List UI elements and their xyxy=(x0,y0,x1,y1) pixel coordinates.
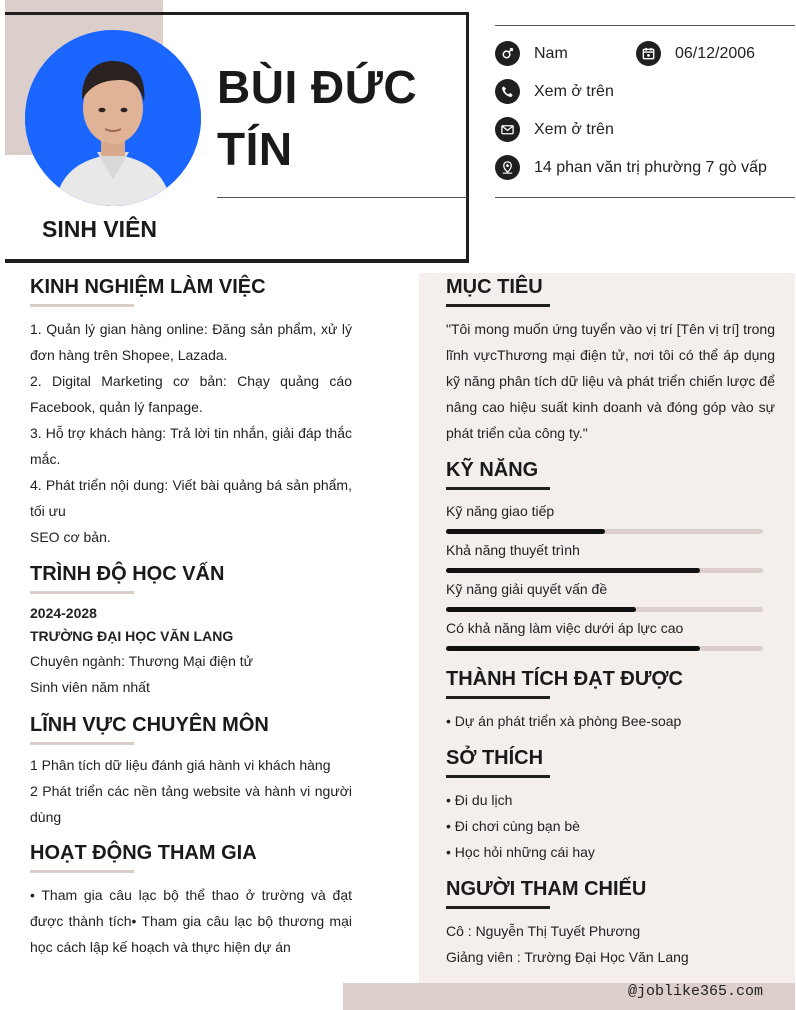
expertise-title: LĨNH VỰC CHUYÊN MÔN xyxy=(30,714,269,736)
education-title: TRÌNH ĐỘ HỌC VẤN xyxy=(30,563,225,585)
activities-underline xyxy=(30,870,134,873)
activities-title: HOẠT ĐỘNG THAM GIA xyxy=(30,842,257,864)
objective-title: MỤC TIÊU xyxy=(446,276,543,298)
candidate-name-line1: BÙI ĐỨC xyxy=(217,61,418,113)
hobby-item: • Đi chơi cùng bạn bè xyxy=(446,818,580,834)
skill-bar-track xyxy=(446,607,763,612)
education-underline xyxy=(30,591,134,594)
name-divider xyxy=(217,197,467,198)
achievement-item: • Dự án phát triển xà phòng Bee-soap xyxy=(446,713,682,729)
candidate-role: SINH VIÊN xyxy=(42,216,158,242)
references-title: NGƯỜI THAM CHIẾU xyxy=(446,878,647,900)
mail-icon xyxy=(495,117,520,142)
reference-item: Cô : Nguyễn Thị Tuyết Phương xyxy=(446,923,641,939)
skills-title: KỸ NĂNG xyxy=(446,459,539,481)
education-details xyxy=(30,602,352,700)
avatar xyxy=(25,30,201,206)
contact-divider-top xyxy=(495,25,795,26)
achievements-title: THÀNH TÍCH ĐẠT ĐƯỢC xyxy=(446,668,683,690)
skill-label: Kỹ năng giải quyết vấn đề xyxy=(446,581,608,597)
skill-label: Khả năng thuyết trình xyxy=(446,542,580,558)
skill-bar-fill xyxy=(446,607,636,612)
candidate-name-line2: TÍN xyxy=(217,123,293,175)
hobbies-list xyxy=(446,787,775,865)
skills-underline xyxy=(446,487,550,490)
objective-text: "Tôi mong muốn ứng tuyển vào vị trí [Tên vị trí] trong lĩnh vựcThương mại điện tử, nơi tôi có thể áp dụng kỹ năng phân tích dữ liệu và phát triển chiến lược để nâng cao hiệu suất kinh doanh và đóng góp vào sự phát triển của công ty." xyxy=(446,321,775,441)
references-list xyxy=(446,918,775,970)
contact-birthdate xyxy=(636,41,755,66)
expertise-underline xyxy=(30,742,134,745)
skill-item xyxy=(446,581,763,612)
education-school: TRƯỜNG ĐẠI HỌC VĂN LANG xyxy=(30,628,234,644)
birthdate-value: 06/12/2006 xyxy=(675,44,756,62)
education-years: 2024-2028 xyxy=(30,605,97,621)
skill-label: Có khả năng làm việc dưới áp lực cao xyxy=(446,620,684,636)
phone-icon xyxy=(495,79,520,104)
address-value: 14 phan văn trị phường 7 gò vấp xyxy=(534,158,767,176)
skill-bar-fill xyxy=(446,568,700,573)
experience-item: 1. Quản lý gian hàng online: Đăng sản phẩm, xử lý đơn hàng trên Shopee, Lazada. xyxy=(30,321,352,363)
education-level: Sinh viên năm nhất xyxy=(30,679,150,695)
education-major: Chuyên ngành: Thương Mại điện tử xyxy=(30,653,254,669)
expertise-list xyxy=(30,752,352,830)
avatar-photo xyxy=(25,30,201,206)
skill-bar-track xyxy=(446,529,763,534)
contact-phone xyxy=(495,79,614,104)
phone-value: Xem ở trên xyxy=(534,82,614,100)
skill-bar-track xyxy=(446,568,763,573)
contact-address xyxy=(495,155,767,180)
calendar-icon xyxy=(636,41,661,66)
gender-value: Nam xyxy=(534,44,568,62)
experience-item: 2. Digital Marketing cơ bản: Chạy quảng cáo Facebook, quản lý fanpage. xyxy=(30,373,352,415)
achievements-underline xyxy=(446,696,550,699)
contact-divider-bottom xyxy=(495,197,795,198)
hobbies-title: SỞ THÍCH xyxy=(446,747,544,769)
experience-item: SEO cơ bản. xyxy=(30,529,111,545)
experience-list xyxy=(30,316,352,550)
skill-bar-fill xyxy=(446,646,700,651)
skill-item xyxy=(446,503,763,534)
candidate-name xyxy=(217,56,457,180)
hobbies-underline xyxy=(446,775,550,778)
expertise-item: 2 Phát triển các nền tảng website và hành vi người dùng xyxy=(30,783,352,825)
hobby-item: • Học hỏi những cái hay xyxy=(446,844,595,860)
contact-gender xyxy=(495,41,568,66)
experience-title: KINH NGHIỆM LÀM VIỆC xyxy=(30,276,266,298)
skill-bar-track xyxy=(446,646,763,651)
reference-item: Giảng viên : Trường Đại Học Văn Lang xyxy=(446,949,689,965)
achievements-list xyxy=(446,708,775,734)
experience-underline xyxy=(30,304,134,307)
header-frame-bottom xyxy=(5,259,469,262)
experience-item: 3. Hỗ trợ khách hàng: Trả lời tin nhắn, giải đáp thắc mắc. xyxy=(30,425,352,467)
location-pin-icon xyxy=(495,155,520,180)
footer-watermark: @joblike365.com xyxy=(627,983,763,1000)
email-value: Xem ở trên xyxy=(534,120,614,138)
skill-item xyxy=(446,542,763,573)
activities-text: • Tham gia câu lạc bộ thể thao ở trường và đạt được thành tích• Tham gia câu lạc bộ thương mại học cách lập kế hoạch và thực hiện dự án xyxy=(30,887,352,955)
objective-underline xyxy=(446,304,550,307)
contact-email xyxy=(495,117,614,142)
experience-item: 4. Phát triển nội dung: Viết bài quảng bá sản phẩm, tối ưu xyxy=(30,477,352,519)
gender-icon xyxy=(495,41,520,66)
skill-item xyxy=(446,620,763,651)
skill-bar-fill xyxy=(446,529,605,534)
hobby-item: • Đi du lịch xyxy=(446,792,513,808)
references-underline xyxy=(446,906,550,909)
skill-label: Kỹ năng giao tiếp xyxy=(446,503,555,519)
expertise-item: 1 Phân tích dữ liệu đánh giá hành vi khách hàng xyxy=(30,757,331,773)
